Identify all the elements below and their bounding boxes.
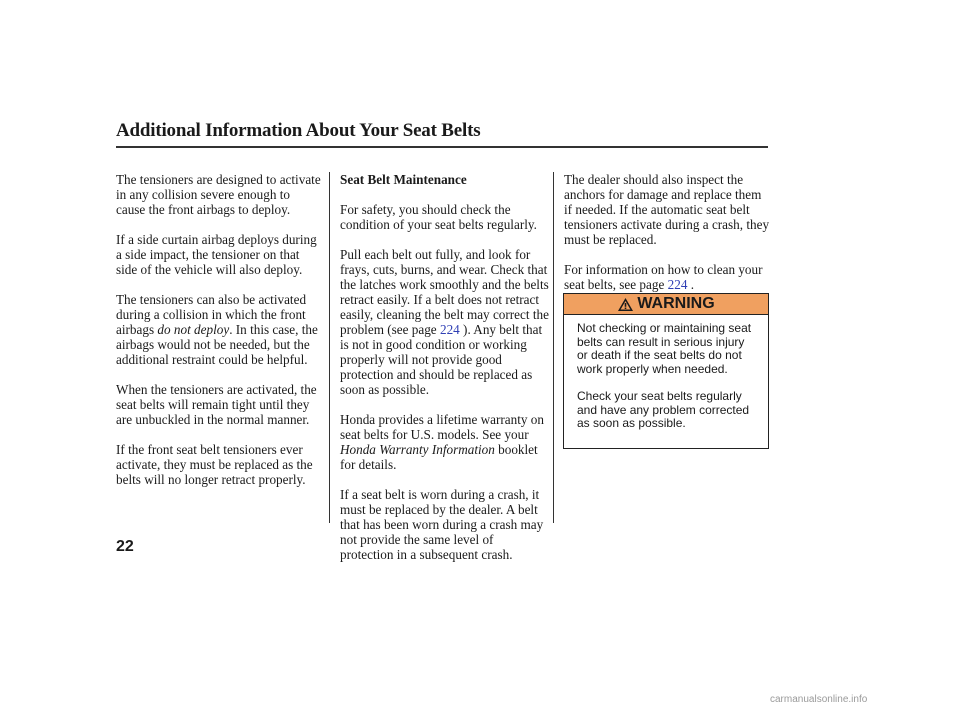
text-run: . bbox=[687, 277, 695, 292]
italic-text: do not deploy bbox=[157, 322, 230, 337]
paragraph: The dealer should also inspect the anchors for damage and replace them if needed. If the automatic seat belt tensioners activate during a crash, they must be replaced. bbox=[564, 172, 770, 247]
page-title: Additional Information About Your Seat Belts bbox=[116, 120, 481, 141]
column-divider bbox=[553, 172, 554, 523]
paragraph: If the front seat belt tensioners ever activate, they must be replaced as the belts will no longer retract properly. bbox=[116, 442, 313, 487]
column-1 bbox=[116, 172, 321, 502]
column-3 bbox=[564, 172, 770, 307]
page-number: 22 bbox=[116, 538, 134, 555]
watermark: carmanualsonline.info bbox=[770, 694, 868, 705]
text-run: . In this case, the airbags would not be needed, but the additional restraint could be helpful. bbox=[116, 322, 318, 367]
paragraph: If a seat belt is worn during a crash, it must be replaced by the dealer. A belt that has been worn during a crash may not provide the same level of protection in a subsequent crash. bbox=[340, 487, 544, 562]
text-run: For information on how to clean your seat belts, see page bbox=[564, 262, 763, 292]
header-rule bbox=[116, 146, 768, 148]
paragraph: If a side curtain airbag deploys during a side impact, the tensioner on that side of the vehicle will also deploy. bbox=[116, 232, 317, 277]
page-reference-link[interactable]: 224 bbox=[667, 277, 688, 292]
warning-banner bbox=[564, 294, 768, 315]
text-run: The tensioners can also be activated during a collision in which the front airbags bbox=[116, 292, 307, 337]
paragraph: For safety, you should check the condition of your seat belts regularly. bbox=[340, 202, 537, 232]
paragraph bbox=[340, 247, 550, 397]
page-reference-link[interactable]: 224 bbox=[439, 322, 460, 337]
paragraph: When the tensioners are activated, the seat belts will remain tight until they are unbuckled in the normal manner. bbox=[116, 382, 317, 427]
warning-text: Not checking or maintaining seat belts can result in serious injury or death if the seat belts do not work properly when needed. bbox=[577, 321, 752, 376]
italic-text: Honda Warranty Information bbox=[340, 442, 495, 457]
paragraph bbox=[564, 262, 770, 292]
column-2 bbox=[340, 172, 550, 577]
paragraph: The tensioners are designed to activate in any collision severe enough to cause the front airbags to deploy. bbox=[116, 172, 321, 217]
warning-body bbox=[564, 315, 768, 431]
paragraph bbox=[340, 412, 550, 472]
text-run: Pull each belt out fully, and look for frays, cuts, burns, and wear. Check that the latches work smoothly and the belts retract easily. If a belt does not retract easily, cleaning the belt may correct the problem (see page bbox=[340, 247, 549, 337]
column-divider bbox=[329, 172, 330, 523]
text-run: ). Any belt that is not in good condition or working properly will not provide good protection and should be replaced as soon as possible. bbox=[340, 322, 543, 397]
paragraph bbox=[116, 292, 321, 367]
warning-text: Check your seat belts regularly and have any problem corrected as soon as possible. bbox=[577, 389, 750, 430]
text-run: Honda provides a lifetime warranty on seat belts for U.S. models. See your bbox=[340, 412, 544, 442]
section-heading: Seat Belt Maintenance bbox=[340, 172, 467, 187]
warning-box bbox=[563, 293, 769, 449]
warning-label: WARNING bbox=[637, 295, 715, 312]
text-run: booklet for details. bbox=[340, 442, 538, 472]
warning-triangle-icon bbox=[617, 297, 634, 312]
